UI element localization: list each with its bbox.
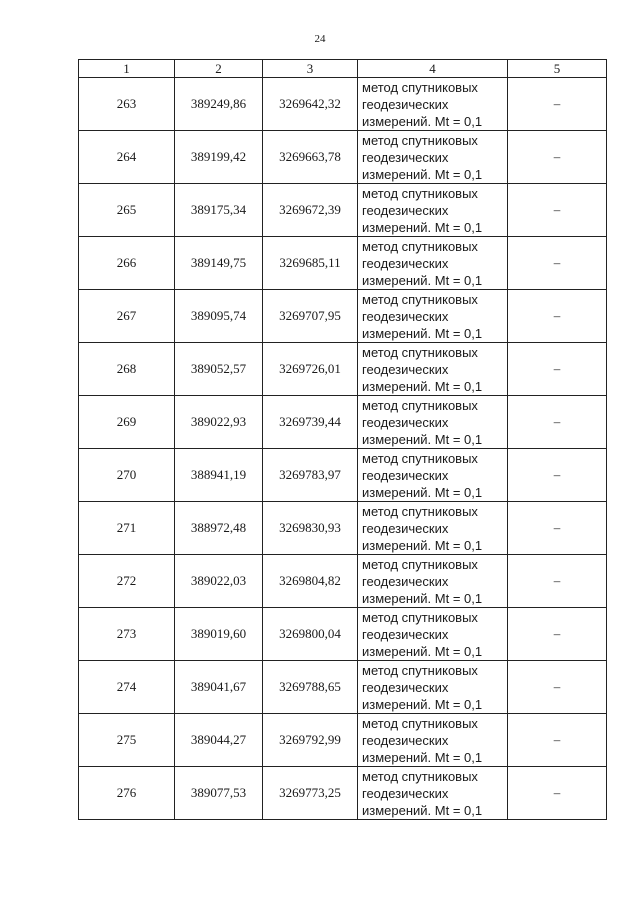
x-coordinate-cell: 388941,19: [175, 449, 263, 502]
method-text-line: измерений. Mt = 0,1: [362, 378, 483, 394]
y-coordinate-cell: 3269663,78: [263, 131, 358, 184]
method-cell: [358, 343, 508, 396]
method-cell: [358, 131, 508, 184]
method-text-line: геодезических: [362, 202, 449, 218]
table-row: [79, 449, 607, 502]
column-header: 5: [508, 60, 607, 78]
y-coordinate-cell: 3269804,82: [263, 555, 358, 608]
point-number-cell: 276: [79, 767, 175, 820]
x-coordinate-cell: 388972,48: [175, 502, 263, 555]
note-cell: –: [508, 449, 607, 502]
table-row: [79, 131, 607, 184]
point-number-cell: 275: [79, 714, 175, 767]
table-row: [79, 343, 607, 396]
method-text-line: геодезических: [362, 467, 449, 483]
method-cell: [358, 608, 508, 661]
column-header: 3: [263, 60, 358, 78]
method-text-line: измерений. Mt = 0,1: [362, 802, 483, 818]
x-coordinate-cell: 389175,34: [175, 184, 263, 237]
x-coordinate-cell: 389149,75: [175, 237, 263, 290]
method-cell: [358, 714, 508, 767]
y-coordinate-cell: 3269792,99: [263, 714, 358, 767]
method-text-line: метод спутниковых: [362, 662, 478, 678]
method-text-line: метод спутниковых: [362, 291, 478, 307]
point-number-cell: 270: [79, 449, 175, 502]
method-text-line: метод спутниковых: [362, 397, 478, 413]
table-row: [79, 661, 607, 714]
method-cell: [358, 449, 508, 502]
method-text-line: метод спутниковых: [362, 238, 478, 254]
method-cell: [358, 290, 508, 343]
method-text-line: измерений. Mt = 0,1: [362, 325, 483, 341]
point-number-cell: 273: [79, 608, 175, 661]
method-text-line: измерений. Mt = 0,1: [362, 166, 483, 182]
table-row: [79, 502, 607, 555]
x-coordinate-cell: 389199,42: [175, 131, 263, 184]
x-coordinate-cell: 389044,27: [175, 714, 263, 767]
table-row: [79, 237, 607, 290]
note-cell: –: [508, 343, 607, 396]
method-cell: [358, 555, 508, 608]
method-text-line: измерений. Mt = 0,1: [362, 113, 483, 129]
y-coordinate-cell: 3269672,39: [263, 184, 358, 237]
note-cell: –: [508, 555, 607, 608]
table-row: [79, 714, 607, 767]
method-text-line: геодезических: [362, 149, 449, 165]
point-number-cell: 274: [79, 661, 175, 714]
y-coordinate-cell: 3269773,25: [263, 767, 358, 820]
method-text-line: метод спутниковых: [362, 503, 478, 519]
method-text-line: метод спутниковых: [362, 450, 478, 466]
point-number-cell: 265: [79, 184, 175, 237]
method-text-line: измерений. Mt = 0,1: [362, 590, 483, 606]
point-number-cell: 263: [79, 78, 175, 131]
method-text-line: метод спутниковых: [362, 185, 478, 201]
method-text-line: геодезических: [362, 96, 449, 112]
table-row: [79, 767, 607, 820]
method-text-line: измерений. Mt = 0,1: [362, 749, 483, 765]
note-cell: –: [508, 767, 607, 820]
note-cell: –: [508, 184, 607, 237]
method-text-line: метод спутниковых: [362, 768, 478, 784]
method-text-line: геодезических: [362, 679, 449, 695]
method-text-line: геодезических: [362, 732, 449, 748]
method-text-line: геодезических: [362, 308, 449, 324]
note-cell: –: [508, 237, 607, 290]
note-cell: –: [508, 502, 607, 555]
x-coordinate-cell: 389022,03: [175, 555, 263, 608]
method-text-line: метод спутниковых: [362, 715, 478, 731]
method-cell: [358, 184, 508, 237]
method-text-line: измерений. Mt = 0,1: [362, 643, 483, 659]
method-text-line: измерений. Mt = 0,1: [362, 272, 483, 288]
y-coordinate-cell: 3269685,11: [263, 237, 358, 290]
table-row: [79, 184, 607, 237]
y-coordinate-cell: 3269739,44: [263, 396, 358, 449]
method-cell: [358, 502, 508, 555]
x-coordinate-cell: 389019,60: [175, 608, 263, 661]
note-cell: –: [508, 78, 607, 131]
y-coordinate-cell: 3269788,65: [263, 661, 358, 714]
x-coordinate-cell: 389022,93: [175, 396, 263, 449]
method-cell: [358, 237, 508, 290]
note-cell: –: [508, 396, 607, 449]
note-cell: –: [508, 608, 607, 661]
table-row: [79, 78, 607, 131]
method-cell: [358, 396, 508, 449]
method-text-line: измерений. Mt = 0,1: [362, 696, 483, 712]
point-number-cell: 269: [79, 396, 175, 449]
method-text-line: геодезических: [362, 573, 449, 589]
x-coordinate-cell: 389077,53: [175, 767, 263, 820]
y-coordinate-cell: 3269800,04: [263, 608, 358, 661]
method-cell: [358, 767, 508, 820]
method-text-line: измерений. Mt = 0,1: [362, 219, 483, 235]
point-number-cell: 264: [79, 131, 175, 184]
x-coordinate-cell: 389095,74: [175, 290, 263, 343]
table-header-row: [79, 60, 607, 78]
method-text-line: геодезических: [362, 785, 449, 801]
y-coordinate-cell: 3269783,97: [263, 449, 358, 502]
method-text-line: геодезических: [362, 361, 449, 377]
method-text-line: метод спутниковых: [362, 556, 478, 572]
method-text-line: метод спутниковых: [362, 79, 478, 95]
y-coordinate-cell: 3269642,32: [263, 78, 358, 131]
method-text-line: геодезических: [362, 520, 449, 536]
page-number: 24: [314, 33, 326, 45]
note-cell: –: [508, 661, 607, 714]
x-coordinate-cell: 389249,86: [175, 78, 263, 131]
table-row: [79, 608, 607, 661]
note-cell: –: [508, 131, 607, 184]
method-text-line: геодезических: [362, 626, 449, 642]
method-text-line: измерений. Mt = 0,1: [362, 431, 483, 447]
x-coordinate-cell: 389052,57: [175, 343, 263, 396]
y-coordinate-cell: 3269830,93: [263, 502, 358, 555]
column-header: 4: [358, 60, 508, 78]
method-cell: [358, 78, 508, 131]
table-row: [79, 396, 607, 449]
method-cell: [358, 661, 508, 714]
column-header: 2: [175, 60, 263, 78]
note-cell: –: [508, 714, 607, 767]
note-cell: –: [508, 290, 607, 343]
method-text-line: геодезических: [362, 414, 449, 430]
y-coordinate-cell: 3269707,95: [263, 290, 358, 343]
point-number-cell: 271: [79, 502, 175, 555]
method-text-line: метод спутниковых: [362, 132, 478, 148]
method-text-line: метод спутниковых: [362, 609, 478, 625]
method-text-line: метод спутниковых: [362, 344, 478, 360]
y-coordinate-cell: 3269726,01: [263, 343, 358, 396]
method-text-line: измерений. Mt = 0,1: [362, 537, 483, 553]
point-number-cell: 266: [79, 237, 175, 290]
method-text-line: геодезических: [362, 255, 449, 271]
point-number-cell: 272: [79, 555, 175, 608]
point-number-cell: 268: [79, 343, 175, 396]
table-body: [79, 78, 607, 820]
method-text-line: измерений. Mt = 0,1: [362, 484, 483, 500]
x-coordinate-cell: 389041,67: [175, 661, 263, 714]
coordinates-table: [78, 59, 607, 820]
column-header: 1: [79, 60, 175, 78]
table-row: [79, 555, 607, 608]
table-row: [79, 290, 607, 343]
point-number-cell: 267: [79, 290, 175, 343]
